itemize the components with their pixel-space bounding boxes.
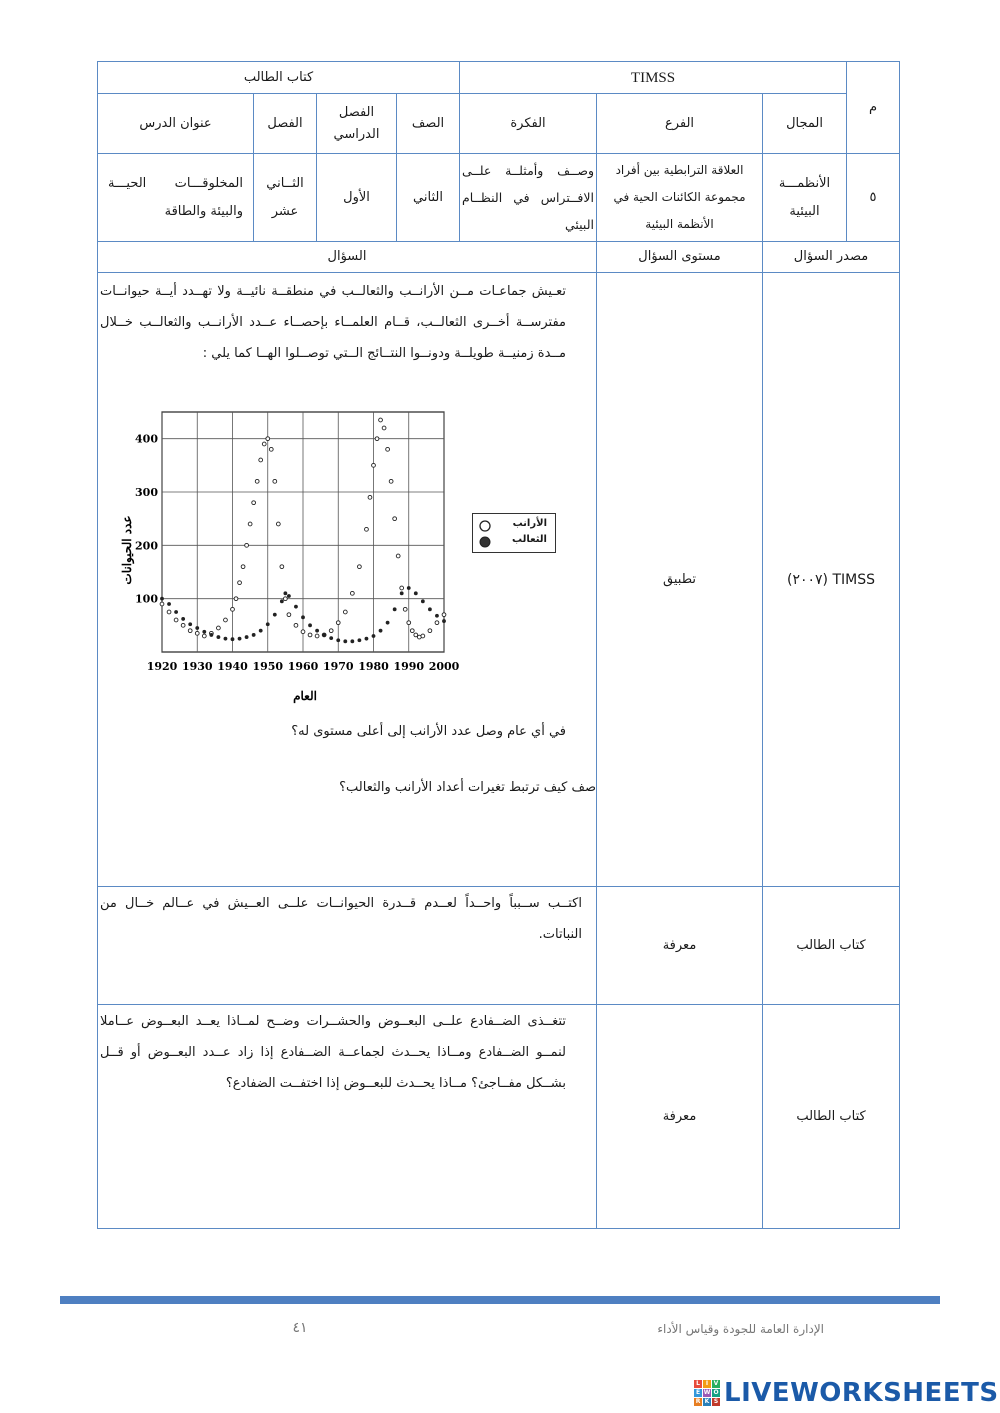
page-number: ٤١: [292, 1320, 308, 1336]
timss-header: TIMSS: [630, 69, 676, 86]
x-tick-label: 1930: [181, 660, 213, 673]
fox-point: [280, 599, 284, 603]
question-3-source: كتاب الطالب: [796, 1108, 866, 1124]
rabbit-point: [224, 618, 228, 622]
question-2-text: اكتــب ســبباً واحــداً لعــدم قــدرة الحيوانــات علــى العــيش في عــالم خــال من النباتات.: [100, 896, 582, 942]
fox-point: [287, 594, 291, 598]
fox-point: [202, 630, 206, 634]
fox-point: [414, 591, 418, 595]
fox-point: [245, 635, 249, 639]
rabbit-point: [262, 442, 266, 446]
fox-point: [174, 610, 178, 614]
fox-point: [188, 622, 192, 626]
liveworksheets-brand[interactable]: LIVEWORKSHEETS: [724, 1378, 999, 1408]
row-domain: الأنظمـــة البيئية: [778, 175, 831, 219]
y-tick-label: 200: [135, 539, 158, 553]
rabbit-point: [248, 522, 252, 526]
level-header: مستوى السؤال: [638, 249, 721, 264]
rabbit-point: [403, 607, 407, 611]
fox-point: [167, 602, 171, 606]
fox-point: [393, 607, 397, 611]
question-3-text: تتغــذى الضــفادع علــى البعــوض والحشــرات وضــح لمــاذا يعــد البعــوض عــاملا لنمــو الضــفادع ومــاذا يحــدث لجماعــة الضــفادع إذا زاد عــدد البعــوض أو قــل بشــكل مفــاجئ؟ مــاذا يحــدث للبعــوض إذا اختفــت الضفادع؟: [100, 1014, 566, 1091]
row-grade: الثاني: [413, 189, 443, 205]
fox-point: [442, 619, 446, 623]
fox-point: [259, 629, 263, 633]
rabbit-point: [283, 597, 287, 601]
rabbit-point: [241, 565, 245, 569]
chart-legend: [472, 513, 556, 553]
fox-point: [379, 629, 383, 633]
rabbit-point: [294, 623, 298, 627]
rabbit-point: [379, 418, 383, 422]
rabbit-point: [389, 479, 393, 483]
rabbit-point: [245, 543, 249, 547]
question-header: السؤال: [327, 249, 367, 264]
rabbit-point: [386, 447, 390, 451]
fox-point: [224, 637, 228, 641]
rabbit-point: [435, 621, 439, 625]
rabbit-point: [174, 618, 178, 622]
row-number: ٥: [869, 189, 877, 205]
fox-point: [343, 639, 347, 643]
fox-point: [209, 633, 213, 637]
rabbit-point: [188, 629, 192, 633]
fox-point: [322, 633, 326, 637]
rabbit-point: [343, 610, 347, 614]
row-lesson-title: المخلوقـــات الحيـــة والبيئة والطاقة: [108, 175, 243, 219]
fox-point: [238, 637, 242, 641]
fox-point: [273, 613, 277, 617]
rabbit-point: [382, 426, 386, 430]
question-2-source: كتاب الطالب: [796, 937, 866, 953]
fox-point: [252, 633, 256, 637]
domain-header: المجال: [786, 115, 823, 131]
rabbit-point: [315, 634, 319, 638]
x-tick-label: 1960: [287, 660, 319, 673]
fox-point: [308, 623, 312, 627]
rabbit-point: [308, 633, 312, 637]
rabbit-point: [400, 586, 404, 590]
x-tick-label: 1920: [146, 660, 178, 673]
fox-point: [358, 638, 362, 642]
chart-x-label: العام: [293, 689, 317, 703]
fox-point: [301, 615, 305, 619]
fox-point: [435, 614, 439, 618]
fox-point: [160, 597, 164, 601]
fox-point: [428, 607, 432, 611]
rabbit-point: [368, 495, 372, 499]
student-book-header: كتاب الطالب: [243, 69, 314, 85]
rabbit-point: [375, 437, 379, 441]
rabbit-point: [202, 634, 206, 638]
fox-point: [336, 638, 340, 642]
x-tick-label: 1950: [252, 660, 284, 673]
fox-point: [315, 629, 319, 633]
fox-point: [407, 586, 411, 590]
fox-point: [217, 635, 221, 639]
row-chapter: الثــاني عشر: [266, 175, 304, 219]
x-tick-label: 1980: [358, 660, 389, 673]
question-1-source: TIMSS (٢٠٠٧): [787, 571, 876, 588]
question-1a: في أي عام وصل عدد الأرانب إلى أعلى مستوى له؟: [291, 724, 566, 739]
rabbit-point: [231, 607, 235, 611]
rabbit-point: [393, 517, 397, 521]
rabbit-point: [217, 626, 221, 630]
chart-y-label: عدد الحيوانات: [120, 515, 134, 585]
fox-point: [329, 636, 333, 640]
rabbit-point: [269, 447, 273, 451]
legend-rabbits-label: الأرانب: [512, 518, 547, 529]
fox-point: [400, 591, 404, 595]
rabbit-point: [421, 634, 425, 638]
fox-point: [231, 637, 235, 641]
rabbit-point: [160, 602, 164, 606]
legend-foxes-label: الثعالب: [511, 534, 547, 545]
rabbit-point: [195, 631, 199, 635]
chapter-header: الفصل: [267, 115, 303, 131]
y-tick-label: 400: [135, 432, 158, 446]
rabbit-point: [252, 501, 256, 505]
rabbit-point: [266, 437, 270, 441]
rabbit-point: [273, 479, 277, 483]
rabbit-point: [329, 629, 333, 633]
branch-header: الفرع: [664, 115, 695, 131]
lesson-title-header: عنوان الدرس: [139, 115, 212, 131]
fox-point: [294, 605, 298, 609]
footer-bar: [60, 1296, 940, 1304]
rabbit-point: [280, 565, 284, 569]
rabbit-point: [410, 629, 414, 633]
rabbit-point: [259, 458, 263, 462]
rabbit-point: [372, 463, 376, 467]
rabbit-point: [365, 527, 369, 531]
row-branch: العلاقة الترابطية بين أفراد مجموعة الكائنات الحية في الأنظمة البيئية: [613, 163, 746, 231]
rabbit-point: [407, 621, 411, 625]
question-1b: صف كيف ترتبط تغيرات أعداد الأرانب والثعالب؟: [339, 780, 596, 795]
idea-header: الفكرة: [510, 115, 546, 131]
fox-point: [372, 634, 376, 638]
row-semester: الأول: [343, 189, 370, 205]
number-header: م: [868, 99, 878, 115]
fox-point: [283, 591, 287, 595]
rabbit-point: [234, 597, 238, 601]
x-tick-label: 1940: [217, 660, 248, 673]
rabbit-point: [287, 613, 291, 617]
rabbit-point: [336, 621, 340, 625]
x-tick-label: 1970: [322, 660, 354, 673]
rabbit-point: [276, 522, 280, 526]
fox-point: [365, 637, 369, 641]
liveworksheets-logo-icon: L I V E W O R K S: [695, 1380, 719, 1405]
rabbit-point: [396, 554, 400, 558]
y-tick-label: 100: [135, 592, 158, 606]
fox-point: [266, 622, 270, 626]
legend-fox-marker: [480, 537, 490, 547]
population-chart: [115, 400, 460, 710]
rabbit-point: [167, 610, 171, 614]
rabbit-point: [358, 565, 362, 569]
question-2-level: معرفة: [662, 937, 697, 953]
fox-point: [195, 626, 199, 630]
question-1-level: تطبيق: [663, 571, 696, 587]
source-header: مصدر السؤال: [793, 249, 869, 264]
x-tick-label: 1990: [393, 660, 425, 673]
y-tick-label: 300: [135, 486, 158, 499]
fox-point: [386, 621, 390, 625]
rabbit-point: [255, 479, 259, 483]
rabbit-point: [181, 623, 185, 627]
rabbit-point: [442, 613, 446, 617]
row-idea: وصــف وأمثلــة علــى الافــتراس في النظــام البيئي: [462, 163, 594, 232]
fox-point: [350, 639, 354, 643]
footer-organization: الإدارة العامة للجودة وقياس الأداء: [657, 1322, 824, 1336]
question-1-intro: تعـيش جماعـات مــن الأرانــب والثعالــب في منطقــة نائيــة ولا تهــدد أيــة حيوانــات مفترســة أخــرى الثعالــب، قــام العلمــاء بإحصــاء عــدد الأرانــب والثعالــب خــلال مــدة زمنيــة طويلــة ودونــوا النتــائج الــتي توصــلوا الهــا كما يلي :: [100, 284, 566, 361]
rabbit-point: [301, 630, 305, 634]
rabbit-point: [350, 591, 354, 595]
rabbit-point: [428, 629, 432, 633]
fox-point: [421, 599, 425, 603]
semester-header: الفصل الدراسي: [333, 104, 380, 142]
grade-header: الصف: [411, 115, 445, 131]
legend-rabbit-marker: [480, 521, 490, 531]
fox-point: [181, 617, 185, 621]
question-3-level: معرفة: [662, 1108, 697, 1124]
x-tick-label: 2000: [428, 660, 460, 673]
rabbit-point: [238, 581, 242, 585]
